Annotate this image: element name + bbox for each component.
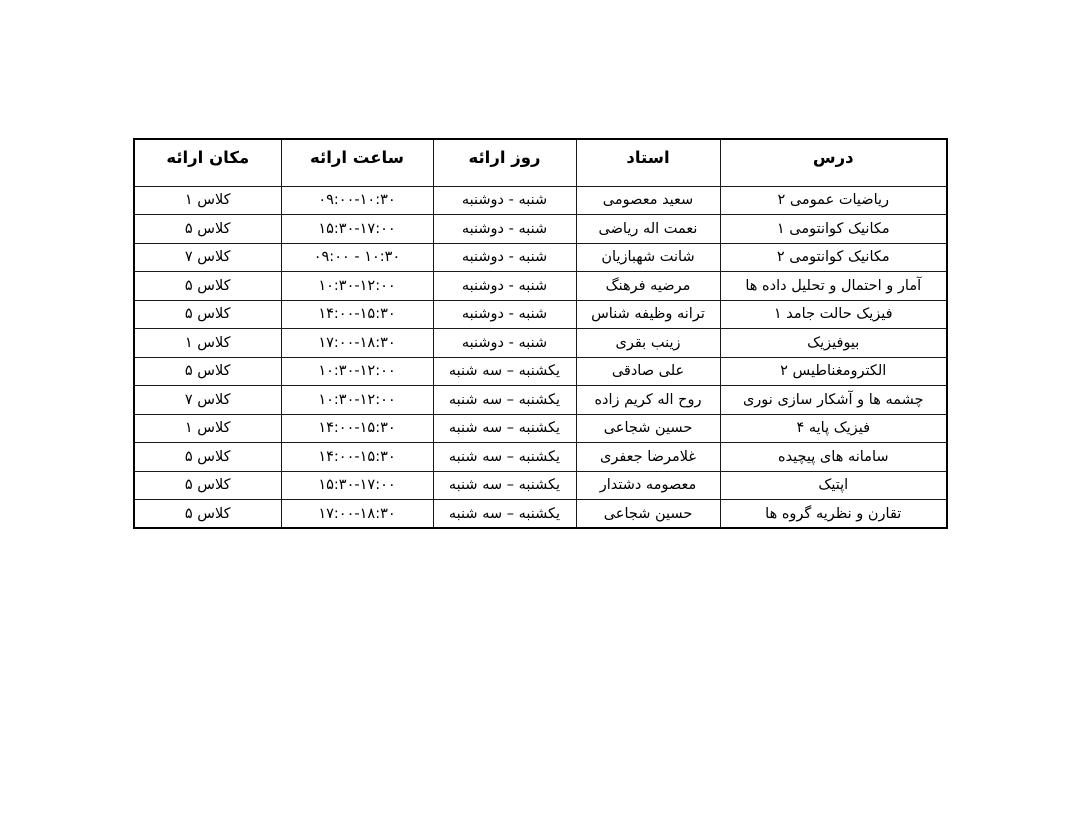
header-row [134,139,947,186]
cell-professor: معصومه دشتدار [576,471,720,500]
cell-professor: مرضیه فرهنگ [576,272,720,301]
table-row [134,300,947,329]
cell-day: یکشنبه – سه شنبه [433,471,576,500]
cell-time: ۱۵:۳۰-۱۷:۰۰ [281,215,433,244]
header-cell-professor: استاد [576,139,720,186]
cell-location: کلاس ۵ [134,300,281,329]
cell-location: کلاس ۵ [134,443,281,472]
cell-location: کلاس ۷ [134,243,281,272]
cell-course: تقارن و نظریه گروه ها [720,500,947,529]
cell-time: ۱۷:۰۰-۱۸:۳۰ [281,500,433,529]
cell-course: ریاضیات عمومی ۲ [720,186,947,215]
cell-day: شنبه - دوشنبه [433,329,576,358]
table-row [134,186,947,215]
header-cell-day: روز ارائه [433,139,576,186]
header-cell-time: ساعت ارائه [281,139,433,186]
cell-professor: شانت شهبازیان [576,243,720,272]
cell-course: بیوفیزیک [720,329,947,358]
header-cell-course: درس [720,139,947,186]
cell-time: ۱۴:۰۰-۱۵:۳۰ [281,300,433,329]
cell-course: چشمه ها و آشکار سازی نوری [720,386,947,415]
cell-course: فیزیک پایه ۴ [720,414,947,443]
cell-day: شنبه - دوشنبه [433,272,576,301]
cell-time: ۱۴:۰۰-۱۵:۳۰ [281,414,433,443]
table-header [134,139,947,186]
table-row [134,471,947,500]
cell-course: الکترومغناطیس ۲ [720,357,947,386]
cell-time: ۱۴:۰۰-۱۵:۳۰ [281,443,433,472]
cell-time: ۰۹:۰۰-۱۰:۳۰ [281,186,433,215]
table-row [134,329,947,358]
cell-location: کلاس ۵ [134,272,281,301]
table-row [134,386,947,415]
cell-day: شنبه - دوشنبه [433,300,576,329]
cell-day: شنبه - دوشنبه [433,186,576,215]
cell-professor: حسین شجاعی [576,414,720,443]
cell-location: کلاس ۵ [134,215,281,244]
course-schedule-table [133,138,948,529]
cell-course: اپتیک [720,471,947,500]
schedule-table-body [134,186,947,528]
cell-professor: غلامرضا جعفری [576,443,720,472]
cell-location: کلاس ۵ [134,471,281,500]
cell-professor: حسین شجاعی [576,500,720,529]
cell-day: شنبه - دوشنبه [433,215,576,244]
cell-day: یکشنبه – سه شنبه [433,443,576,472]
cell-location: کلاس ۵ [134,357,281,386]
cell-day: یکشنبه – سه شنبه [433,357,576,386]
header-cell-location: مکان ارائه [134,139,281,186]
cell-day: یکشنبه – سه شنبه [433,500,576,529]
cell-time: ۱۵:۳۰-۱۷:۰۰ [281,471,433,500]
cell-professor: سعید معصومی [576,186,720,215]
cell-location: کلاس ۱ [134,329,281,358]
cell-course: مکانیک کوانتومی ۱ [720,215,947,244]
cell-professor: علی صادقی [576,357,720,386]
cell-location: کلاس ۷ [134,386,281,415]
cell-time: ۱۰:۳۰-۱۲:۰۰ [281,386,433,415]
cell-day: شنبه - دوشنبه [433,243,576,272]
cell-time: ۱۰:۳۰-۱۲:۰۰ [281,357,433,386]
cell-professor: زینب بقری [576,329,720,358]
cell-professor: روح اله کریم زاده [576,386,720,415]
cell-time: ۰۹:۰۰ - ۱۰:۳۰ [281,243,433,272]
cell-professor: ترانه وظیفه شناس [576,300,720,329]
cell-location: کلاس ۱ [134,186,281,215]
cell-day: یکشنبه – سه شنبه [433,414,576,443]
cell-location: کلاس ۵ [134,500,281,529]
cell-day: یکشنبه – سه شنبه [433,386,576,415]
cell-course: مکانیک کوانتومی ۲ [720,243,947,272]
cell-time: ۱۷:۰۰-۱۸:۳۰ [281,329,433,358]
table-row [134,414,947,443]
table-row [134,243,947,272]
table-row [134,443,947,472]
cell-course: سامانه های پیچیده [720,443,947,472]
table-row [134,500,947,529]
cell-time: ۱۰:۳۰-۱۲:۰۰ [281,272,433,301]
cell-course: فیزیک حالت جامد ۱ [720,300,947,329]
cell-location: کلاس ۱ [134,414,281,443]
cell-course: آمار و احتمال و تحلیل داده ها [720,272,947,301]
table-row [134,215,947,244]
table-row [134,272,947,301]
table-row [134,357,947,386]
cell-professor: نعمت اله ریاضی [576,215,720,244]
